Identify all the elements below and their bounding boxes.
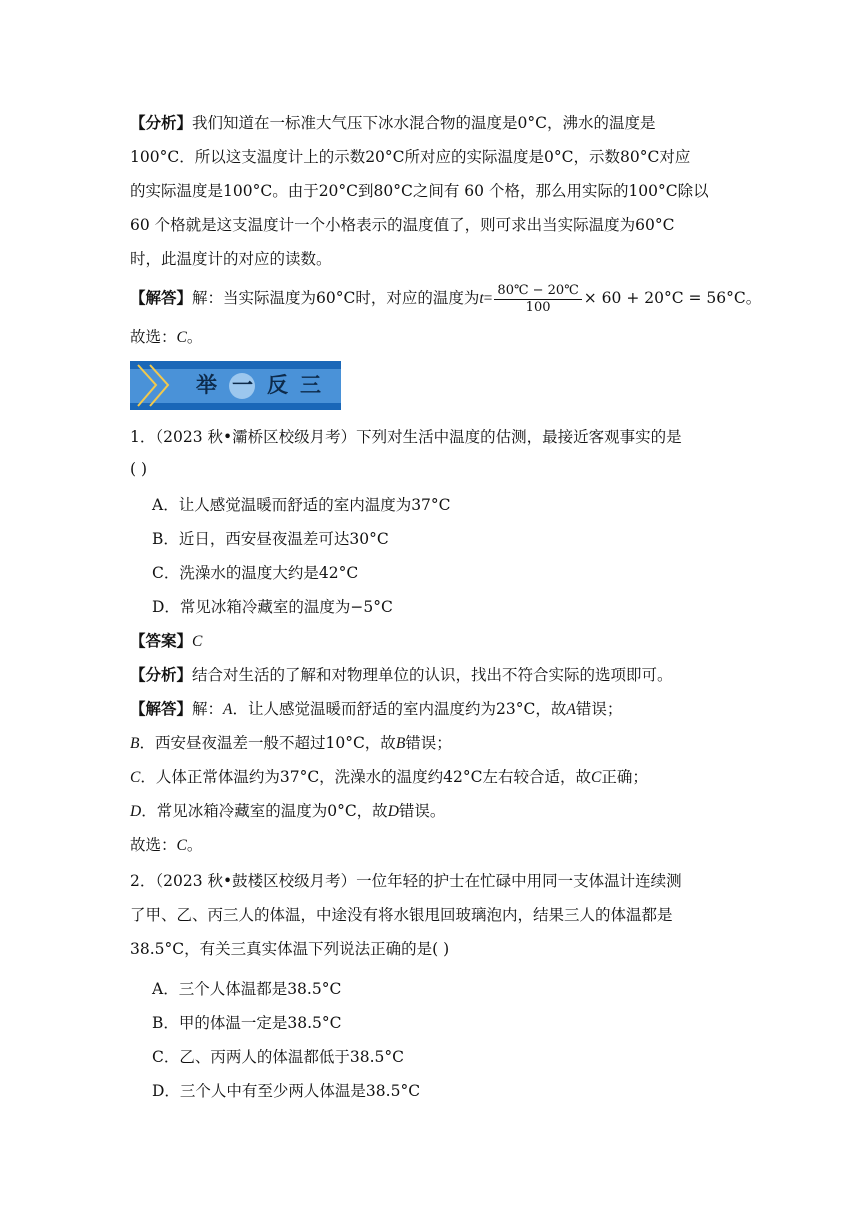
banner-char-3: 反 — [267, 373, 288, 397]
q1-analysis-text: 结合对生活的了解和对物理单位的认识，找出不符合实际的选项即可。 — [192, 666, 673, 684]
fraction-denominator: 100 — [525, 299, 551, 315]
analysis-text-1: 我们知道在一标准大气压下冰水混合物的温度是0°C，沸水的温度是 — [192, 114, 656, 132]
analysis-label: 【分析】 — [130, 113, 193, 132]
q1-s4-a: D — [130, 803, 142, 820]
q1-analysis-label: 【分析】 — [130, 665, 193, 684]
q1-choice-prefix: 故选： — [130, 836, 177, 854]
q1-s4-d: 错误。 — [398, 802, 446, 820]
q1-option-c: C．洗澡水的温度大约是42°C — [152, 564, 359, 582]
solution-rest: × 60 + 20°C = 56°C。 — [583, 289, 762, 307]
banner-char-1: 举 — [196, 373, 217, 397]
q1-answer-line — [130, 630, 735, 653]
choice-line-1 — [130, 326, 735, 349]
q1-option-b: B．近日，西安昼夜温差可达30°C — [152, 530, 389, 548]
q1-answer: C — [192, 633, 203, 650]
q1-solution-line-4 — [130, 800, 735, 823]
q1-s2-c: B — [395, 735, 406, 752]
q1-s1-c: ．让人感觉温暖而舒适的室内温度约为23°C，故 — [232, 700, 567, 718]
q2-option-a: A．三个人体温都是38.5°C — [152, 980, 342, 998]
q1-answer-label: 【答案】 — [130, 631, 193, 650]
q2-stem-line-2: 了甲、乙、丙三人的体温，中途没有将水银甩回玻璃泡内，结果三人的体温都是 — [130, 906, 673, 924]
solution-label: 【解答】 — [130, 288, 193, 307]
q1-option-a: A．让人感觉温暖而舒适的室内温度为37°C — [152, 496, 451, 514]
q1-solution-line-1 — [130, 698, 735, 721]
q1-paren: ( ) — [130, 460, 148, 478]
solution-fraction — [494, 283, 581, 316]
q2-option-d: D．三个人中有至少两人体温是38.5°C — [152, 1082, 421, 1100]
solution-eq: = — [483, 290, 493, 307]
q1-analysis-line — [130, 664, 735, 686]
q1-s2-b: ．西安昼夜温差一般不超过10°C，故 — [139, 734, 396, 752]
q1-choice: C — [176, 837, 187, 854]
q1-choice-end: 。 — [186, 836, 203, 854]
choice-answer: C — [176, 329, 187, 346]
analysis-line-1 — [130, 112, 735, 134]
solution-line — [130, 280, 762, 316]
q1-s1-a: 解： — [192, 700, 224, 718]
analysis-line-5: 时，此温度计的对应的读数。 — [130, 250, 332, 268]
q2-option-c: C．乙、丙两人的体温都低于38.5°C — [152, 1048, 404, 1066]
solution-prefix: 解：当实际温度为60°C时，对应的温度为 — [192, 289, 480, 307]
q1-s3-a: C — [130, 769, 141, 786]
q2-stem-line-3: 38.5°C，有关三真实体温下列说法正确的是( ) — [130, 940, 450, 958]
q2-option-b: B．甲的体温一定是38.5°C — [152, 1014, 342, 1032]
q1-s4-c: D — [387, 803, 399, 820]
q1-option-d: D．常见冰箱冷藏室的温度为−5°C — [152, 598, 393, 616]
choice-end: 。 — [186, 328, 203, 346]
banner-char-2: 一 — [232, 373, 253, 397]
q1-s2-a: B — [130, 735, 140, 752]
q1-solution-label: 【解答】 — [130, 699, 193, 718]
q1-stem: 1．（2023 秋•灞桥区校级月考）下列对生活中温度的估测，最接近客观事实的是 — [130, 428, 682, 446]
q1-s3-d: 正确； — [601, 768, 648, 786]
q1-s1-d: A — [566, 701, 576, 718]
q1-s3-b: ．人体正常体温约为37°C，洗澡水的温度约42°C左右较合适，故 — [140, 768, 592, 786]
q1-solution-line-2 — [130, 732, 735, 755]
q1-s1-b: A — [223, 701, 233, 718]
q1-solution-line-3 — [130, 766, 735, 789]
choice-prefix: 故选： — [130, 328, 177, 346]
banner-char-4: 三 — [300, 373, 321, 397]
q1-s3-c: C — [591, 769, 602, 786]
fraction-numerator: 80℃ − 20℃ — [494, 283, 581, 300]
q1-s1-e: 错误； — [575, 700, 623, 718]
analysis-line-4: 60 个格就是这支温度计一个小格表示的温度值了，则可求出当实际温度为60°C — [130, 216, 675, 234]
section-banner — [130, 361, 341, 410]
analysis-line-3: 的实际温度是100°C。由于20°C到80°C之间有 60 个格，那么用实际的100°C除以 — [130, 182, 709, 200]
q1-choice-line — [130, 834, 735, 857]
q1-s4-b: ．常见冰箱冷藏室的温度为0°C，故 — [141, 802, 388, 820]
q2-stem-line-1: 2．（2023 秋•鼓楼区校级月考）一位年轻的护士在忙碌中用同一支体温计连续测 — [130, 872, 682, 890]
analysis-line-2: 100°C．所以这支温度计上的示数20°C所对应的实际温度是0°C，示数80°C对应 — [130, 148, 691, 166]
solution-var: t — [479, 290, 484, 307]
q1-s2-d: 错误； — [405, 734, 452, 752]
